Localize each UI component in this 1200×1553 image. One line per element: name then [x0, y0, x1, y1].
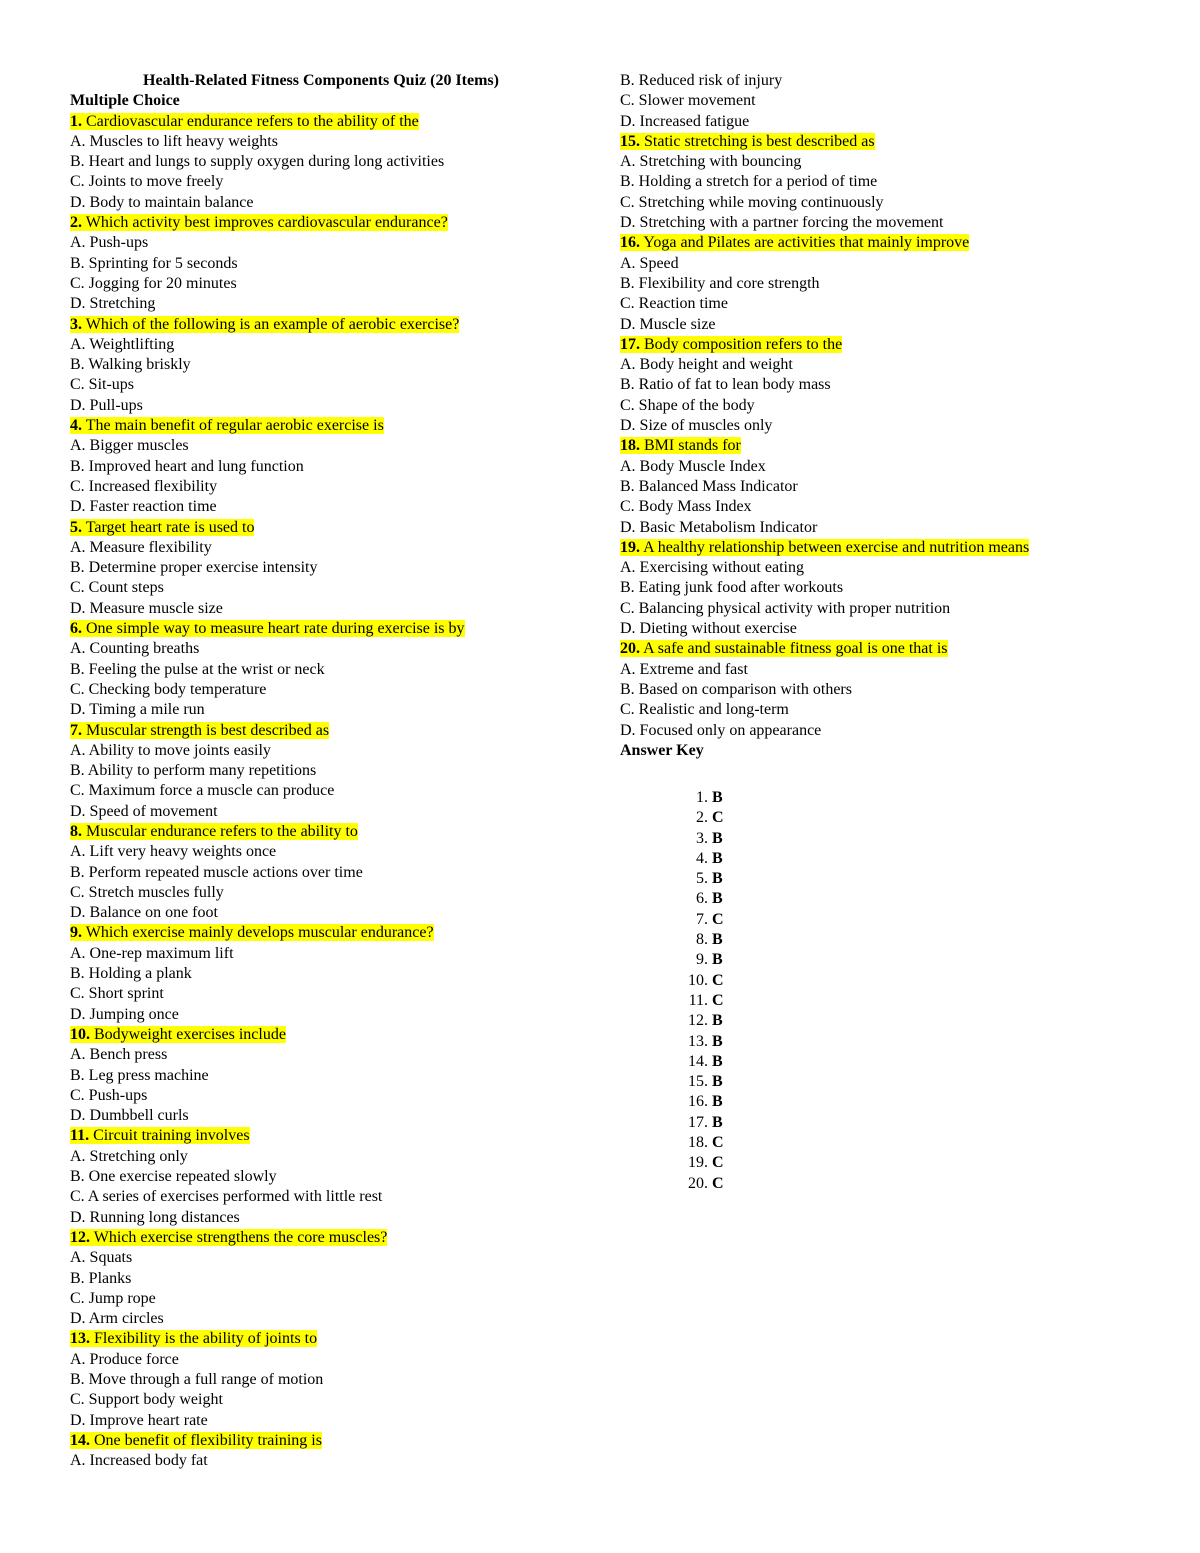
- question-text: Cardiovascular endurance refers to the ability of the: [86, 112, 419, 130]
- answer-key-row: [620, 808, 724, 828]
- answer-key-letter: B: [712, 1052, 723, 1070]
- question-text: Target heart rate is used to: [85, 518, 255, 536]
- answer-option: B. Perform repeated muscle actions over time: [70, 863, 363, 881]
- question-text: Which exercise mainly develops muscular endurance?: [85, 924, 434, 942]
- answer-option: A. Muscles to lift heavy weights: [70, 132, 278, 150]
- answer-option: A. One-rep maximum lift: [70, 944, 234, 962]
- answer-option: C. Count steps: [70, 579, 164, 597]
- answer-key-number: 2.: [696, 809, 708, 827]
- answer-option: C. Maximum force a muscle can produce: [70, 782, 335, 800]
- answer-option: D. Dieting without exercise: [620, 620, 797, 638]
- question-highlight: [620, 437, 741, 454]
- answer-option: D. Stretching: [70, 295, 156, 313]
- answer-key-row: [620, 1032, 724, 1052]
- question-number: 4.: [70, 417, 82, 435]
- answer-key-number: 12.: [688, 1012, 708, 1030]
- answer-option: C. Reaction time: [620, 295, 728, 313]
- answer-option: A. Produce force: [70, 1350, 179, 1368]
- answer-option: B. Reduced risk of injury: [620, 72, 783, 89]
- answer-option: A. Squats: [70, 1249, 133, 1267]
- answer-option: B. Leg press machine: [70, 1066, 209, 1084]
- answer-option: C. Stretching while moving continuously: [620, 193, 884, 211]
- question-number: 11.: [70, 1127, 90, 1145]
- question-highlight: [70, 417, 384, 434]
- question-highlight: [620, 234, 969, 251]
- question-line: [70, 1329, 570, 1349]
- answer-option: D. Pull-ups: [70, 396, 143, 414]
- page-title: Health-Related Fitness Components Quiz (20 Items): [143, 72, 499, 89]
- answer-option: C. Push-ups: [70, 1086, 148, 1104]
- answer-option: D. Size of muscles only: [620, 417, 773, 435]
- question-line: [620, 436, 1140, 456]
- answer-option: D. Focused only on appearance: [620, 721, 822, 739]
- answer-option: A. Stretching only: [70, 1147, 188, 1165]
- question-line: [70, 518, 570, 538]
- question-text: BMI stands for: [644, 437, 741, 455]
- answer-key-letter: C: [712, 971, 724, 989]
- question-text: One simple way to measure heart rate during exercise is by: [86, 620, 465, 638]
- answer-option: D. Speed of movement: [70, 802, 218, 820]
- answer-option: B. Based on comparison with others: [620, 680, 852, 698]
- answer-key-row: [620, 991, 724, 1011]
- answer-option: D. Balance on one foot: [70, 904, 218, 922]
- answer-option: A. Bench press: [70, 1046, 168, 1064]
- question-highlight: [70, 722, 329, 739]
- answer-option: D. Measure muscle size: [70, 599, 223, 617]
- answer-key-row: [620, 930, 724, 950]
- answer-option: A. Ability to move joints easily: [70, 741, 271, 759]
- question-number: 15.: [620, 132, 640, 150]
- answer-option: A. Extreme and fast: [620, 660, 748, 678]
- right-column: [620, 71, 1140, 761]
- answer-key-letter: B: [712, 1073, 723, 1091]
- answer-option: A. Speed: [620, 254, 679, 272]
- question-line: [70, 1025, 570, 1045]
- questions-left: [70, 112, 570, 1472]
- answer-key-number: 9.: [696, 951, 708, 969]
- answer-option: D. Faster reaction time: [70, 498, 217, 516]
- answer-option: D. Body to maintain balance: [70, 193, 254, 211]
- answer-option: D. Increased fatigue: [620, 112, 750, 130]
- answer-key-letter: C: [712, 991, 724, 1009]
- answer-key-letter: B: [712, 1012, 723, 1030]
- question-number: 10.: [70, 1025, 90, 1043]
- question-text: A safe and sustainable fitness goal is one that is: [643, 640, 948, 658]
- questions-right: [620, 71, 1140, 741]
- question-text: Muscular endurance refers to the ability to: [86, 822, 358, 840]
- question-number: 16.: [620, 234, 640, 252]
- question-line: [70, 1126, 570, 1146]
- answer-key-letter: B: [712, 829, 723, 847]
- answer-key-letter: C: [712, 910, 724, 928]
- answer-option: D. Dumbbell curls: [70, 1107, 189, 1125]
- answer-key-letter: B: [712, 931, 723, 949]
- answer-option: D. Running long distances: [70, 1208, 240, 1226]
- answer-option: A. Body Muscle Index: [620, 457, 766, 475]
- answer-option: B. One exercise repeated slowly: [70, 1168, 277, 1186]
- answer-option: B. Holding a plank: [70, 965, 192, 983]
- answer-key-row: [620, 971, 724, 991]
- answer-option: C. Jogging for 20 minutes: [70, 274, 237, 292]
- answer-key-number: 7.: [696, 910, 708, 928]
- answer-key-row: [620, 1174, 724, 1194]
- answer-option: B. Feeling the pulse at the wrist or neck: [70, 660, 325, 678]
- answer-key-number: 19.: [688, 1154, 708, 1172]
- answer-key-row: [620, 1072, 724, 1092]
- question-number: 6.: [70, 620, 82, 638]
- answer-option: A. Increased body fat: [70, 1452, 208, 1470]
- question-number: 9.: [70, 924, 82, 942]
- question-highlight: [70, 519, 254, 536]
- question-highlight: [70, 1229, 387, 1246]
- question-highlight: [70, 214, 448, 231]
- answer-option: D. Jumping once: [70, 1005, 179, 1023]
- answer-key-letter: B: [712, 890, 723, 908]
- answer-option: C. Increased flexibility: [70, 477, 218, 495]
- question-number: 7.: [70, 721, 82, 739]
- question-line: [70, 112, 570, 132]
- question-highlight: [70, 1330, 317, 1347]
- answer-option: A. Stretching with bouncing: [620, 153, 802, 171]
- answer-option: D. Stretching with a partner forcing the movement: [620, 214, 944, 232]
- answer-option: D. Timing a mile run: [70, 701, 205, 719]
- answer-key-number: 5.: [696, 870, 708, 888]
- answer-option: C. Body Mass Index: [620, 498, 752, 516]
- answer-key-row: [620, 1113, 724, 1133]
- question-number: 2.: [70, 214, 82, 232]
- answer-option: B. Eating junk food after workouts: [620, 579, 844, 597]
- answer-option: B. Heart and lungs to supply oxygen during long activities: [70, 153, 445, 171]
- answer-option: C. Jump rope: [70, 1289, 156, 1307]
- answer-option: B. Determine proper exercise intensity: [70, 559, 318, 577]
- section-heading: Multiple Choice: [70, 92, 180, 110]
- answer-key-letter: B: [712, 789, 723, 806]
- answer-key-letter: B: [712, 1093, 723, 1111]
- answer-option: B. Ability to perform many repetitions: [70, 762, 317, 780]
- question-text: Which exercise strengthens the core muscles?: [93, 1228, 388, 1246]
- question-number: 12.: [70, 1228, 90, 1246]
- answer-option: C. Balancing physical activity with proper nutrition: [620, 599, 951, 617]
- answer-option: D. Basic Metabolism Indicator: [620, 518, 818, 536]
- answer-key-row: [620, 910, 724, 930]
- question-highlight: [70, 823, 358, 840]
- question-line: [70, 1228, 570, 1248]
- answer-key-row: [620, 788, 724, 808]
- question-line: [620, 132, 1140, 152]
- question-line: [70, 315, 570, 335]
- answer-key-number: 13.: [688, 1032, 708, 1050]
- question-number: 5.: [70, 518, 82, 536]
- answer-key-number: 17.: [688, 1113, 708, 1131]
- answer-key-letter: C: [712, 809, 724, 827]
- answer-option: C. A series of exercises performed with little rest: [70, 1188, 383, 1206]
- question-text: Yoga and Pilates are activities that mainly improve: [643, 234, 970, 252]
- answer-option: C. Realistic and long-term: [620, 701, 789, 719]
- question-highlight: [70, 1432, 322, 1449]
- answer-key-number: 16.: [688, 1093, 708, 1111]
- answer-option: D. Muscle size: [620, 315, 716, 333]
- question-text: Which of the following is an example of aerobic exercise?: [85, 315, 460, 333]
- question-number: 20.: [620, 640, 640, 658]
- answer-key-row: [620, 950, 724, 970]
- question-number: 18.: [620, 437, 640, 455]
- question-number: 19.: [620, 538, 640, 556]
- answer-option: C. Support body weight: [70, 1391, 223, 1409]
- answer-key-row: [620, 1092, 724, 1112]
- question-highlight: [620, 133, 875, 150]
- question-line: [70, 416, 570, 436]
- question-number: 8.: [70, 822, 82, 840]
- question-text: Muscular strength is best described as: [86, 721, 330, 739]
- answer-option: A. Lift very heavy weights once: [70, 843, 277, 861]
- answer-key-number: 18.: [688, 1134, 708, 1152]
- answer-option: C. Sit-ups: [70, 376, 135, 394]
- left-column: [70, 71, 570, 1471]
- question-highlight: [620, 640, 948, 657]
- answer-key-row: [620, 1011, 724, 1031]
- question-number: 1.: [70, 112, 82, 130]
- answer-option: C. Joints to move freely: [70, 173, 224, 191]
- question-number: 3.: [70, 315, 82, 333]
- question-text: Static stretching is best described as: [644, 132, 875, 150]
- answer-key-row: [620, 869, 724, 889]
- answer-option: A. Exercising without eating: [620, 559, 804, 577]
- answer-key-row: [620, 1153, 724, 1173]
- question-text: Bodyweight exercises include: [94, 1025, 286, 1043]
- answer-option: C. Short sprint: [70, 985, 164, 1003]
- question-highlight: [70, 924, 434, 941]
- question-number: 14.: [70, 1431, 90, 1449]
- question-line: [70, 822, 570, 842]
- answer-key-row: [620, 849, 724, 869]
- question-text: Circuit training involves: [93, 1127, 250, 1145]
- question-highlight: [620, 336, 842, 353]
- answer-option: B. Sprinting for 5 seconds: [70, 254, 238, 272]
- answer-key-list: [620, 788, 724, 1194]
- answer-key-number: 4.: [696, 849, 708, 867]
- answer-option: D. Arm circles: [70, 1310, 164, 1328]
- answer-key-letter: B: [712, 951, 723, 969]
- answer-option: B. Holding a stretch for a period of time: [620, 173, 878, 191]
- question-highlight: [70, 1026, 286, 1043]
- answer-option: A. Counting breaths: [70, 640, 200, 658]
- answer-option: B. Flexibility and core strength: [620, 274, 820, 292]
- answer-option: B. Planks: [70, 1269, 132, 1287]
- answer-option: B. Ratio of fat to lean body mass: [620, 376, 831, 394]
- question-line: [620, 538, 1140, 558]
- answer-key-letter: B: [712, 1113, 723, 1131]
- answer-key-row: [620, 889, 724, 909]
- answer-option: B. Balanced Mass Indicator: [620, 477, 798, 495]
- answer-key-letter: C: [712, 1154, 724, 1172]
- answer-option: C. Checking body temperature: [70, 680, 267, 698]
- question-line: [70, 213, 570, 233]
- question-highlight: [70, 113, 419, 130]
- question-highlight: [70, 1127, 250, 1144]
- answer-option: A. Push-ups: [70, 234, 149, 252]
- answer-option: A. Measure flexibility: [70, 538, 212, 556]
- answer-option: B. Move through a full range of motion: [70, 1371, 324, 1388]
- answer-key-letter: C: [712, 1134, 724, 1152]
- answer-option: B. Walking briskly: [70, 356, 191, 374]
- answer-key-row: [620, 1052, 724, 1072]
- answer-key-row: [620, 1133, 724, 1153]
- question-line: [620, 335, 1140, 355]
- answer-key-letter: C: [712, 1174, 724, 1192]
- question-number: 17.: [620, 335, 640, 353]
- answer-option: D. Improve heart rate: [70, 1411, 208, 1429]
- answer-key-number: 6.: [696, 890, 708, 908]
- answer-key-number: 8.: [696, 931, 708, 949]
- question-text: The main benefit of regular aerobic exercise is: [85, 417, 384, 435]
- answer-key-number: 14.: [688, 1052, 708, 1070]
- question-highlight: [620, 539, 1029, 556]
- answer-key-number: 11.: [688, 991, 708, 1009]
- question-text: Flexibility is the ability of joints to: [94, 1330, 318, 1348]
- answer-key-number: 20.: [688, 1174, 708, 1192]
- question-line: [70, 1431, 570, 1451]
- answer-option: C. Slower movement: [620, 92, 756, 110]
- question-text: Body composition refers to the: [644, 335, 843, 353]
- question-highlight: [70, 316, 459, 333]
- question-text: Which activity best improves cardiovascular endurance?: [85, 214, 448, 232]
- question-text: A healthy relationship between exercise and nutrition means: [643, 538, 1030, 556]
- answer-key-number: 3.: [696, 829, 708, 847]
- question-line: [70, 721, 570, 741]
- answer-option: B. Improved heart and lung function: [70, 457, 304, 475]
- answer-option: A. Body height and weight: [620, 356, 793, 374]
- answer-option: A. Bigger muscles: [70, 437, 189, 455]
- question-line: [620, 639, 1140, 659]
- answer-key-letter: B: [712, 870, 723, 888]
- answer-key-letter: B: [712, 1032, 723, 1050]
- answer-key-number: 15.: [688, 1073, 708, 1091]
- answer-option: A. Weightlifting: [70, 335, 175, 353]
- question-line: [70, 619, 570, 639]
- answer-key-letter: B: [712, 849, 723, 867]
- question-number: 13.: [70, 1330, 90, 1348]
- question-line: [70, 923, 570, 943]
- question-text: One benefit of flexibility training is: [94, 1431, 322, 1449]
- answer-option: C. Stretch muscles fully: [70, 883, 224, 901]
- answer-key-row: [620, 829, 724, 849]
- answer-key-heading: Answer Key: [620, 741, 704, 759]
- question-line: [620, 233, 1140, 253]
- answer-option: C. Shape of the body: [620, 396, 755, 414]
- question-highlight: [70, 620, 465, 637]
- answer-key-number: 10.: [688, 971, 708, 989]
- answer-key-number: 1.: [696, 789, 708, 806]
